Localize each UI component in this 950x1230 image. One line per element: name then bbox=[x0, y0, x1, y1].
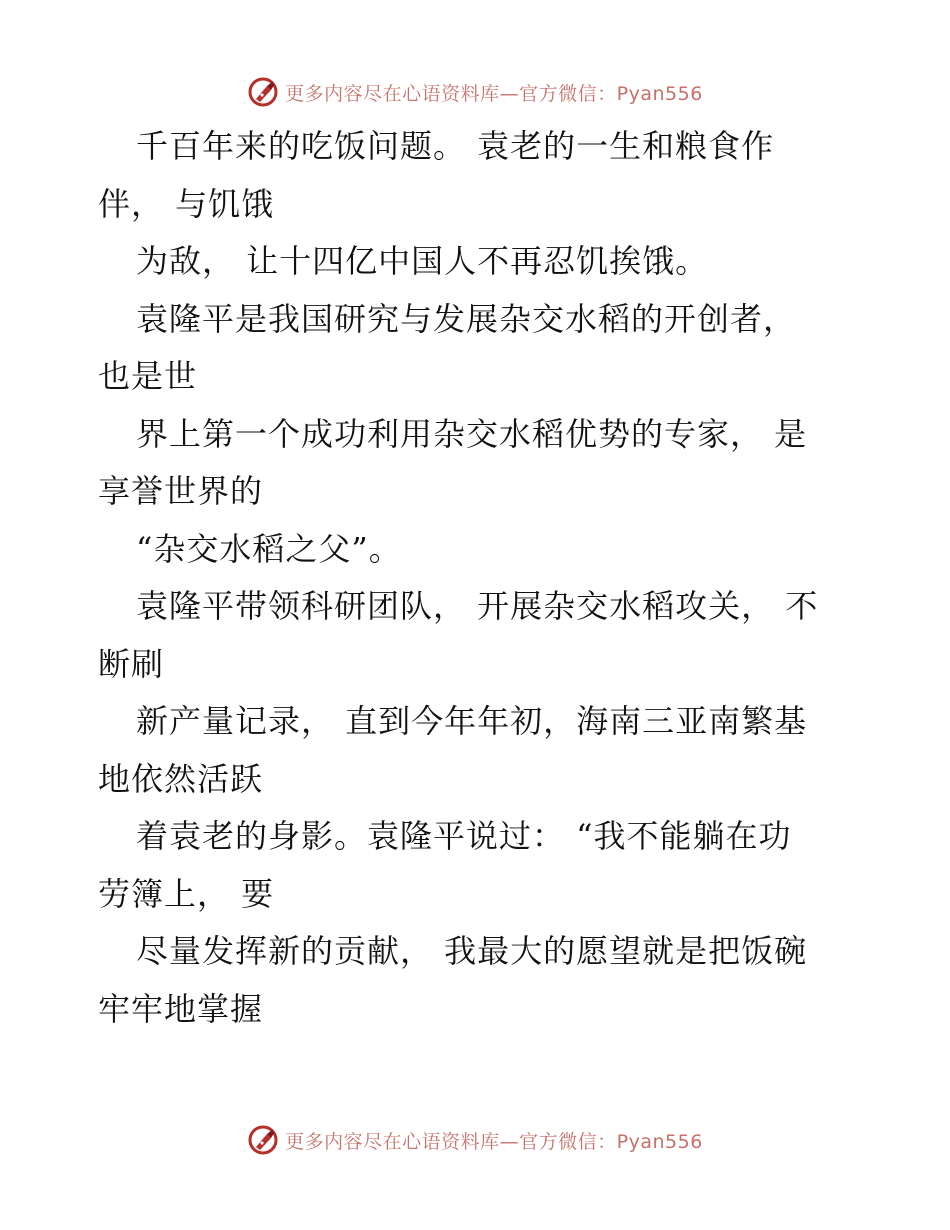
body-line: 新产量记录， 直到今年年初，海南三亚南繁基 bbox=[136, 702, 808, 740]
footer-banner-text: 更多内容尽在心语资料库—官方微信：Pyan556 bbox=[285, 1130, 703, 1153]
body-line: 千百年来的吃饭问题。 袁老的一生和粮食作 bbox=[136, 127, 775, 165]
pen-nib-logo-icon bbox=[247, 1124, 279, 1156]
document-body bbox=[98, 118, 868, 1038]
body-line: 牢牢地掌握 bbox=[98, 989, 264, 1028]
header-banner-text: 更多内容尽在心语资料库—官方微信：Pyan556 bbox=[285, 82, 703, 105]
body-line: 着袁老的身影。袁隆平说过： “我不能躺在功 bbox=[136, 817, 792, 855]
header-banner bbox=[0, 72, 950, 112]
body-line: 劳簿上， 要 bbox=[98, 874, 275, 913]
footer-banner bbox=[0, 1120, 950, 1160]
body-line: 界上第一个成功利用杂交水稻优势的专家， 是 bbox=[136, 414, 808, 453]
body-line: 享誉世界的 bbox=[98, 472, 264, 510]
body-line: 袁隆平带领科研团队， 开展杂交水稻攻关， 不 bbox=[136, 587, 819, 625]
body-line: 地依然活跃 bbox=[98, 759, 264, 798]
body-line: 袁隆平是我国研究与发展杂交水稻的开创者， bbox=[136, 299, 797, 338]
pen-nib-logo-icon bbox=[247, 76, 279, 108]
body-line: 伴， 与饥饿 bbox=[98, 184, 275, 223]
body-line: 为敌， 让十四亿中国人不再忍饥挨饿。 bbox=[136, 242, 709, 280]
body-line: 断刷 bbox=[98, 644, 165, 683]
body-line: 也是世 bbox=[98, 357, 198, 395]
body-line: 尽量发挥新的贡献， 我最大的愿望就是把饭碗 bbox=[136, 932, 808, 970]
body-line: “杂交水稻之父”。 bbox=[136, 529, 402, 568]
